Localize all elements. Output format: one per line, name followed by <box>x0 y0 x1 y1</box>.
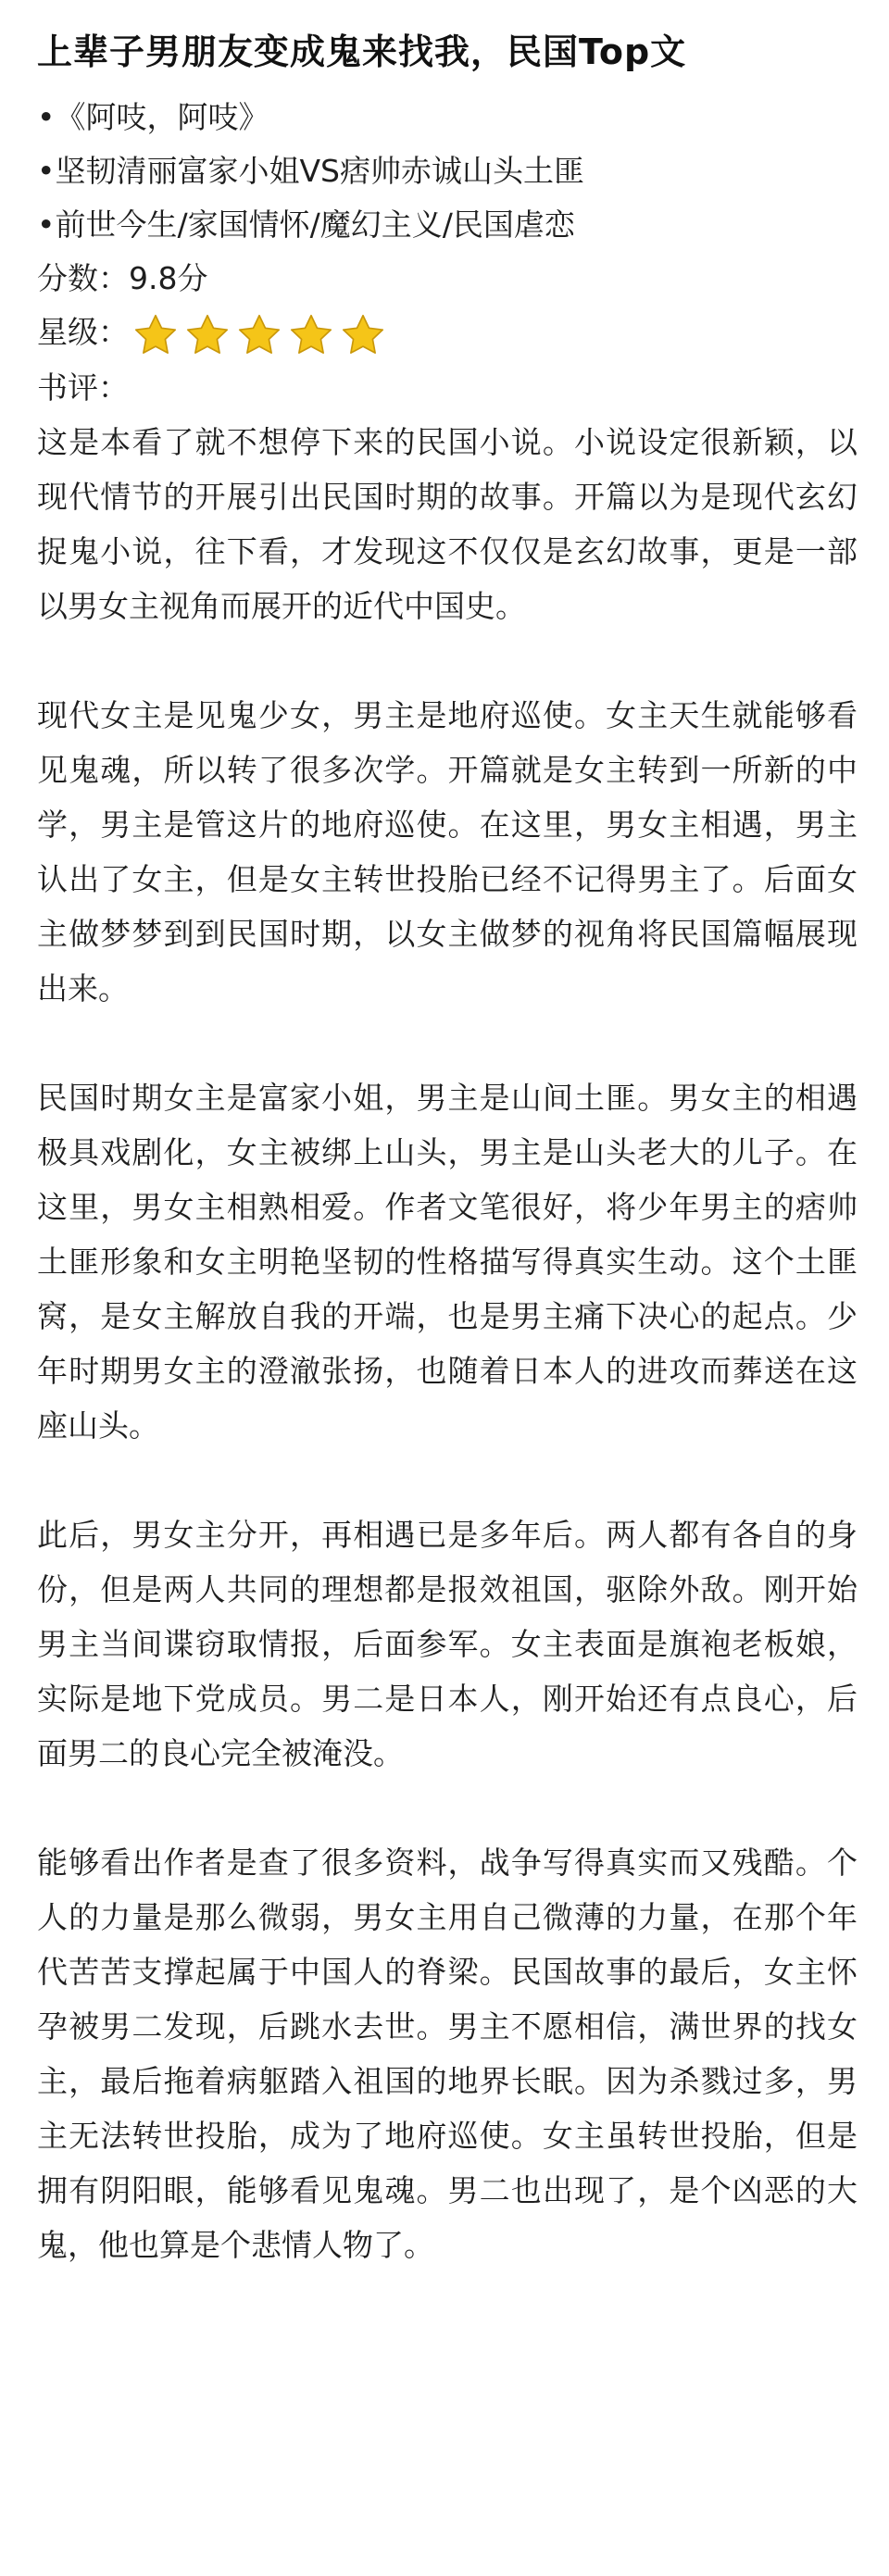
review-paragraph: 此后，男女主分开，再相遇已是多年后。两人都有各自的身份，但是两人共同的理想都是报效祖国，驱除外敌。刚开始男主当间谍窃取情报，后面参军。女主表面是旗袍老板娘，实际是地下党成员。男二是日本人，刚开始还有点良心，后面男二的良心完全被淹没。 <box>37 1516 858 1771</box>
rating-label: 星级： <box>37 314 129 350</box>
star-icon <box>340 312 386 358</box>
star-icon <box>184 312 231 358</box>
characters-line: •坚韧清丽富家小姐VS痞帅赤诚山头土匪 <box>37 153 584 189</box>
rating-line <box>37 306 858 361</box>
post-title: 上辈子男朋友变成鬼来找我，民国Top文 <box>37 31 687 72</box>
star-icon <box>236 312 282 358</box>
star-rating <box>132 307 392 361</box>
score-line: 分数：9.8分 <box>37 260 208 296</box>
star-icon <box>288 312 334 358</box>
review-paragraph: 这是本看了就不想停下来的民国小说。小说设定很新颖，以现代情节的开展引出民国时期的故事。开篇以为是现代玄幻捉鬼小说，往下看，才发现这不仅仅是玄幻故事，更是一部以男女主视角而展开的近代中国史。 <box>37 423 858 624</box>
review-paragraph: 民国时期女主是富家小姐，男主是山间土匪。男女主的相遇极具戏剧化，女主被绑上山头，男主是山头老大的儿子。在这里，男女主相熟相爱。作者文笔很好，将少年男主的痞帅土匪形象和女主明艳坚韧的性格描写得真实生动。这个土匪窝，是女主解放自我的开端，也是男主痛下决心的起点。少年时期男女主的澄澈张扬，也随着日本人的进攻而葬送在这座山头。 <box>37 1079 858 1444</box>
review-paragraph: 现代女主是见鬼少女，男主是地府巡使。女主天生就能够看见鬼魂，所以转了很多次学。开篇就是女主转到一所新的中学，男主是管这片的地府巡使。在这里，男女主相遇，男主认出了女主，但是女主转世投胎已经不记得男主了。后面女主做梦梦到到民国时期，以女主做梦的视角将民国篇幅展现出来。 <box>37 696 858 1007</box>
review-body <box>37 415 858 2272</box>
book-title-line: •《阿吱，阿吱》 <box>37 99 269 135</box>
tags-line: •前世今生/家国情怀/魔幻主义/民国虐恋 <box>37 206 575 243</box>
star-icon <box>132 312 179 358</box>
review-paragraph: 能够看出作者是查了很多资料，战争写得真实而又残酷。个人的力量是那么微弱，男女主用自己微薄的力量，在那个年代苦苦支撑起属于中国人的脊梁。民国故事的最后，女主怀孕被男二发现，后跳水去世。男主不愿相信，满世界的找女主，最后拖着病躯踏入祖国的地界长眠。因为杀戮过多，男主无法转世投胎，成为了地府巡使。女主虽转世投胎，但是拥有阴阳眼，能够看见鬼魂。男二也出现了，是个凶恶的大鬼，他也算是个悲情人物了。 <box>37 1844 858 2263</box>
review-label: 书评： <box>37 369 129 406</box>
